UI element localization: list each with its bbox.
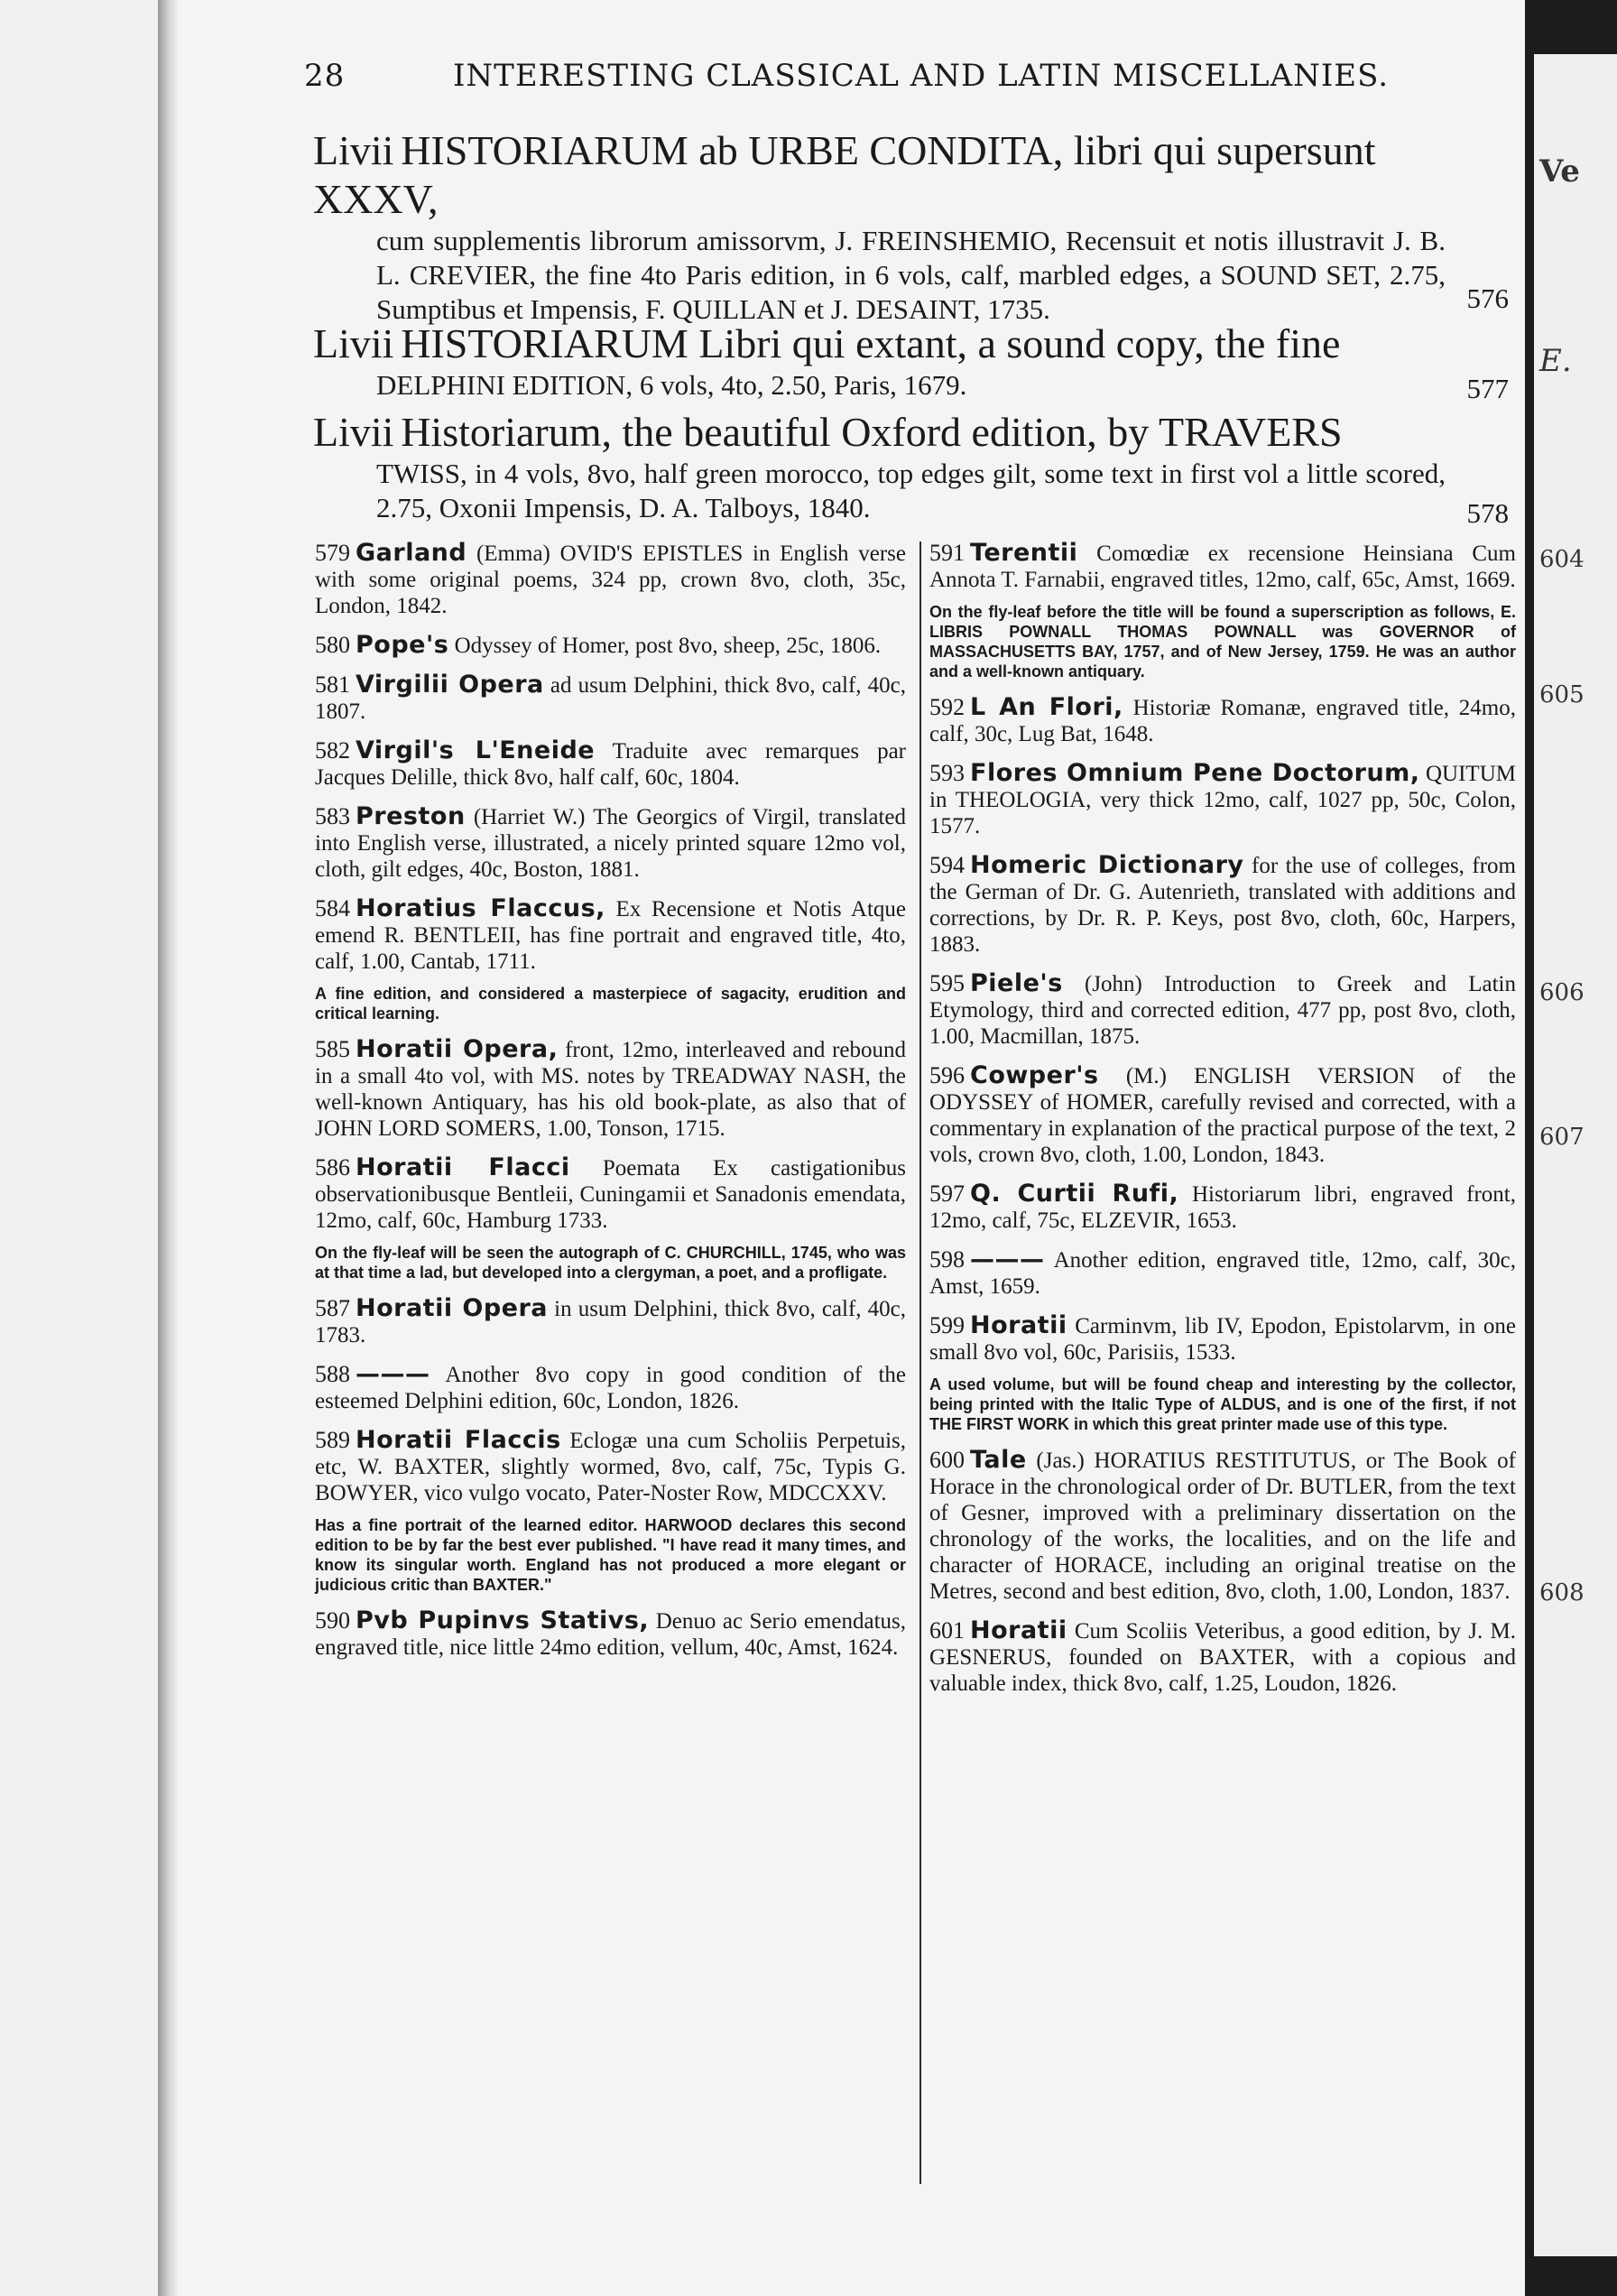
entry-number: 589: [315, 1427, 350, 1453]
entry-heading: Garland: [356, 539, 467, 567]
entry-heading: Horatii: [970, 1311, 1067, 1339]
left-column: [315, 540, 906, 1673]
entry-text: QUITUM in THEOLOGIA, very thick 12mo, calf, 1027 pp, 50c, Colon, 1577.: [929, 762, 1516, 838]
book-gutter: [158, 0, 178, 2296]
entry-title: Historiarum, the beautiful Oxford edition, by TRAVERS: [401, 409, 1343, 455]
entry-text: Odyssey of Homer, post 8vo, sheep, 25c, 1806.: [454, 634, 882, 658]
catalog-entry: [929, 694, 1516, 747]
entry-heading: Cowper's: [970, 1061, 1099, 1089]
catalog-entry: [315, 540, 906, 619]
entry-number: 593: [929, 760, 965, 786]
entry-number: 587: [315, 1295, 350, 1321]
entry-text: (Jas.) HORATIUS RESTITUTUS, or The Book of Horace in the chronological order of Dr. BUTLER, from the text of Gesner, improved with a preliminary dissertation on the chronology of the works, the localities, and on the life and character of HORACE, including an original treatise on the Metres, second and best edition, 8vo, cloth, 1.00, London, 1837.: [929, 1449, 1516, 1604]
catalog-entry: [929, 1062, 1516, 1168]
catalog-entry: [929, 852, 1516, 958]
catalog-entry: [929, 1246, 1516, 1300]
entry-number: 594: [929, 852, 965, 878]
catalog-entry: [315, 1295, 906, 1348]
entry-number: 599: [929, 1312, 965, 1338]
catalog-entry: [315, 1427, 906, 1506]
entry-number: 584: [315, 895, 350, 921]
column-rule: [919, 542, 921, 2184]
entry-number: 591: [929, 540, 965, 566]
entry-heading: ———: [970, 1245, 1045, 1273]
entry-heading: Horatii Flaccis: [356, 1426, 561, 1454]
entry-heading: Pope's: [356, 631, 449, 659]
catalog-entry: [929, 760, 1516, 839]
entry-number: 586: [315, 1154, 350, 1180]
catalog-entry: [315, 1361, 906, 1414]
entry-heading: Q. Curtii Rufi,: [970, 1180, 1179, 1208]
entry-text: ad usum Delphini, thick 8vo, calf, 40c, 1807.: [315, 673, 906, 724]
entry-text: Another edition, engraved title, 12mo, calf, 30c, Amst, 1659.: [929, 1248, 1516, 1299]
entry-heading: Tale: [970, 1446, 1027, 1474]
catalog-entry: [929, 540, 1516, 593]
entry-number: 579: [315, 540, 350, 566]
entry-heading: Horatii Flacci: [356, 1153, 570, 1181]
entry-note: Has a fine portrait of the learned editor. HARWOOD declares this second edition to be by far the best ever published. "I have read it many times, and know its singular worth. England has not produced a more elegant or judicious critic than BAXTER.": [315, 1516, 906, 1594]
catalog-entry: [315, 737, 906, 791]
entry-number: 590: [315, 1607, 350, 1634]
entry-heading: Terentii: [970, 539, 1078, 567]
entry-heading: Horatii Opera,: [356, 1035, 559, 1063]
fragment-text: 607: [1539, 1124, 1585, 1151]
catalog-entry: [315, 1154, 906, 1234]
entry-note: On the fly-leaf before the title will be found a superscription as follows, E. LIBRIS POWNALL THOMAS POWNALL was GOVERNOR of MASSACHUSETTS BAY, 1757, and of New Jersey, 1759. He was an author and a well-known antiquary.: [929, 603, 1516, 680]
entry-number: 576: [1466, 282, 1509, 314]
entry-text: Another 8vo copy in good condition of the esteemed Delphini edition, 60c, London, 1826.: [315, 1363, 907, 1413]
catalog-entry: [929, 970, 1516, 1050]
catalog-entry: [315, 1036, 906, 1142]
entry-number: 601: [929, 1617, 965, 1643]
entry-text: (John) Introduction to Greek and Latin Etymology, third and corrected edition, 477 pp, post 8vo, cloth, 1.00, Macmillan, 1875.: [929, 972, 1516, 1049]
entry-heading: Horatii Opera: [356, 1294, 548, 1322]
entry-title: HISTORIARUM Libri qui extant, a sound copy, the fine: [401, 320, 1341, 366]
entry-text: Eclogæ una cum Scholiis Perpetuis, etc, W. BAXTER, slightly wormed, 8vo, calf, 75c, Typis G. BOWYER, vico vulgo vocato, Pater-Noster Row, MDCCXXV.: [315, 1429, 906, 1505]
fragment-text: 606: [1539, 979, 1585, 1006]
entry-heading: Livii: [313, 127, 394, 173]
catalog-entry: [315, 1607, 906, 1661]
entry-title: HISTORIARUM ab URBE CONDITA, libri qui supersunt XXXV,: [313, 127, 1376, 222]
entry-heading: Livii: [313, 320, 394, 366]
entry-number: 581: [315, 671, 350, 698]
entry-number: 582: [315, 737, 350, 764]
entry-text: Ex Recensione et Notis Atque emend R. BENTLEII, has fine portrait and engraved title, 4to, calf, 1.00, Cantab, 1711.: [315, 897, 907, 974]
entry-note: A fine edition, and considered a masterpiece of sagacity, erudition and critical learning.: [315, 985, 906, 1023]
entry-number: 577: [1466, 373, 1509, 404]
catalog-entry: [929, 1447, 1516, 1605]
entry-heading: Pvb Pupinvs Stativs,: [356, 1606, 650, 1634]
entry-heading: Piele's: [970, 969, 1063, 997]
entry-number: 580: [315, 632, 350, 658]
entry-text: Denuo ac Serio emendatus, engraved title, nice little 24mo edition, vellum, 40c, Amst, 1624.: [315, 1609, 906, 1660]
scan-background-left: [0, 0, 158, 2296]
entry-heading: Livii: [313, 409, 394, 455]
catalog-entry: [929, 1180, 1516, 1234]
entry-text: Poemata Ex castigationibus observationibusque Bentleii, Cuningamii et Sanadonis emendata, 12mo, calf, 60c, Hamburg 1733.: [315, 1156, 907, 1233]
entry-text: Traduite avec remarques par Jacques Delille, thick 8vo, half calf, 60c, 1804.: [315, 739, 906, 790]
entry-heading: Horatii: [970, 1616, 1067, 1644]
entry-note: On the fly-leaf will be seen the autograph of C. CHURCHILL, 1745, who was at that time a lad, but developed into a clergyman, a poet, and a profligate.: [315, 1244, 906, 1282]
entry-heading: Virgil's L'Eneide: [356, 736, 596, 764]
catalog-page: [178, 0, 1525, 2296]
entry-number: 592: [929, 694, 965, 720]
entry-text: front, 12mo, interleaved and rebound in a small 4to vol, with MS. notes by TREADWAY NASH, the well-known Antiquary, has his old book-plate, as also that of JOHN LORD SOMERS, 1.00, Tonson, 1715.: [315, 1038, 907, 1141]
entry-number: 596: [929, 1062, 965, 1088]
entry-body: TWISS, in 4 vols, 8vo, half green morocco, top edges gilt, some text in first vol a little scored, 2.75, Oxonii Impensis, D. A. Talboys, 1840.: [376, 458, 1446, 523]
entry-text: Historiæ Romanæ, engraved title, 24mo, calf, 30c, Lug Bat, 1648.: [929, 696, 1517, 746]
entry-text: (M.) ENGLISH VERSION of the ODYSSEY of HOMER, carefully revised and corrected, with a commentary in explanation of the practical purpose of the text, 2 vols, crown 8vo, cloth, 1.00, London, 1843.: [929, 1064, 1516, 1167]
entry-heading: ———: [356, 1360, 430, 1388]
fragment-text: 608: [1539, 1579, 1585, 1606]
entry-heading: Virgilii Opera: [356, 671, 544, 699]
entry-text: Carminvm, lib IV, Epodon, Epistolarvm, in one small 8vo vol, 60c, Parisiis, 1533.: [929, 1314, 1517, 1365]
page-number: 28: [304, 58, 346, 94]
entry-number: 597: [929, 1180, 965, 1207]
lead-entry: [313, 319, 1509, 406]
fragment-text: 605: [1539, 681, 1585, 708]
catalog-entry: [315, 803, 906, 883]
catalog-entry: [929, 1617, 1516, 1697]
lead-entry: [313, 408, 1509, 531]
entry-number: 595: [929, 970, 965, 996]
adjacent-page-edge: [1534, 54, 1617, 2256]
entry-heading: Preston: [356, 802, 466, 830]
entry-number: 585: [315, 1036, 350, 1062]
catalog-entry: [315, 895, 906, 975]
entry-number: 600: [929, 1447, 965, 1473]
entry-number: 588: [315, 1361, 350, 1387]
catalog-entry: [929, 1312, 1516, 1366]
entry-heading: Horatius Flaccus,: [356, 894, 605, 922]
entry-heading: Homeric Dictionary: [970, 851, 1244, 879]
fragment-text: 604: [1539, 546, 1585, 573]
page-title: INTERESTING CLASSICAL AND LATIN MISCELLANIES.: [453, 58, 1390, 94]
page-header: [304, 58, 1498, 103]
entry-text: Cum Scoliis Veteribus, a good edition, by J. M. GESNERUS, founded on BAXTER, with a copious and valuable index, thick 8vo, calf, 1.25, Loudon, 1826.: [929, 1619, 1516, 1696]
right-column: [929, 540, 1516, 1709]
fragment-text: Ve: [1539, 153, 1580, 190]
entry-number: 598: [929, 1246, 965, 1273]
fragment-text: E.: [1539, 343, 1572, 379]
entry-text: (Harriet W.) The Georgics of Virgil, translated into English verse, illustrated, a nicely printed square 12mo vol, cloth, gilt edges, 40c, Boston, 1881.: [315, 805, 907, 882]
entry-heading: L An Flori,: [970, 693, 1123, 721]
entry-body: DELPHINI EDITION, 6 vols, 4to, 2.50, Paris, 1679.: [376, 369, 967, 401]
catalog-entry: [315, 671, 906, 725]
entry-heading: Flores Omnium Pene Doctorum,: [970, 759, 1420, 787]
entry-text: in usum Delphini, thick 8vo, calf, 40c, 1783.: [315, 1297, 907, 1347]
entry-number: 578: [1466, 497, 1509, 529]
lead-entry: [313, 126, 1509, 325]
entry-text: Historiarum libri, engraved front, 12mo, calf, 75c, ELZEVIR, 1653.: [929, 1182, 1516, 1233]
catalog-entry: [315, 632, 906, 659]
entry-body: cum supplementis librorum amissorvm, J. FREINSHEMIO, Recensuit et notis illustravit J. B. L. CREVIER, the fine 4to Paris edition, in 6 vols, calf, marbled edges, a SOUND SET, 2.75, Sumptibus et Impensis, F. QUILLAN et J. DESAINT, 1735.: [376, 225, 1446, 325]
entry-text: (Emma) OVID'S EPISTLES in English verse with some original poems, 324 pp, crown 8vo, cloth, 35c, London, 1842.: [315, 542, 907, 618]
entry-text: Comœdiæ ex recensione Heinsiana Cum Annota T. Farnabii, engraved titles, 12mo, calf, 65c, Amst, 1669.: [929, 542, 1516, 592]
entry-note: A used volume, but will be found cheap and interesting by the collector, being printed with the Italic Type of ALDUS, and is one of the first, if not THE FIRST WORK in which this great printer made use of this type.: [929, 1375, 1516, 1433]
entry-number: 583: [315, 803, 350, 829]
entry-text: for the use of colleges, from the German of Dr. G. Autenrieth, translated with additions and corrections, by Dr. R. P. Keys, post 8vo, cloth, 60c, Harpers, 1883.: [929, 854, 1517, 957]
